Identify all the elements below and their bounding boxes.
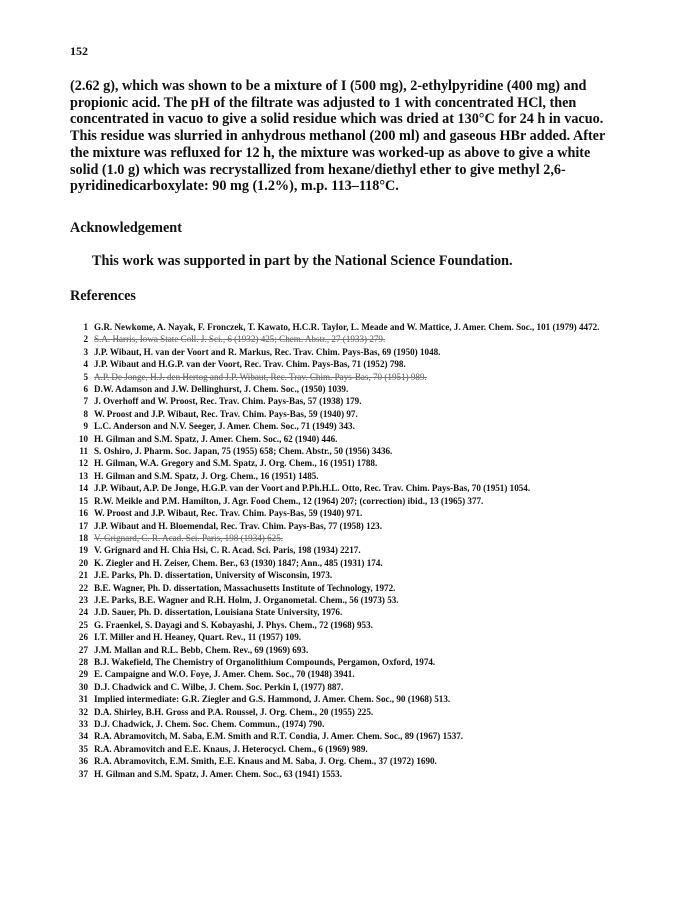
reference-text: D.W. Adamson and J.W. Dellinghurst, J. Chem. Soc., (1950) 1039. bbox=[94, 384, 349, 395]
reference-item bbox=[70, 569, 618, 581]
reference-number: 15 bbox=[78, 495, 88, 506]
reference-number: 26 bbox=[78, 632, 88, 643]
reference-text: B.J. Wakefield, The Chemistry of Organolithium Compounds, Pergamon, Oxford, 1974. bbox=[94, 656, 436, 667]
reference-number: 2 bbox=[83, 334, 88, 345]
reference-text: R.A. Abramovitch and E.E. Knaus, J. Heterocycl. Chem., 6 (1969) 989. bbox=[94, 743, 368, 754]
reference-item bbox=[70, 619, 618, 631]
reference-item bbox=[70, 445, 618, 457]
reference-item bbox=[70, 482, 618, 494]
reference-text: J. Overhoff and W. Proost, Rec. Trav. Chim. Pays-Bas, 57 (1938) 179. bbox=[94, 396, 362, 407]
reference-text: G.R. Newkome, A. Nayak, F. Fronczek, T. Kawato, H.C.R. Taylor, L. Meade and W. Mattice, J. Amer. Chem. Soc., 101 (1979) 4472. bbox=[94, 322, 600, 332]
reference-number: 31 bbox=[78, 694, 88, 705]
reference-text: R.A. Abramovitch, M. Saba, E.M. Smith and R.T. Condia, J. Amer. Chem. Soc., 89 (1967) 1537. bbox=[94, 731, 464, 742]
body-paragraph-text: (2.62 g), which was shown to be a mixture of I (500 mg), 2-ethylpyridine (400 mg) and propionic acid. The pH of the filtrate was adjusted to 1 with concentrated HCl, then concentrated in vacuo to give a solid residue which was dried at 130°C for 24 h in vacuo. This residue was slurried in anhydrous methanol (200 ml) and gaseous HBr added. After the mixture was refluxed for 12 h, the mixture was worked-up as above to give a white solid (1.0 g) which was recrystallized from hexane/diethyl ether to give methyl 2,6-pyridinedicarboxylate: 90 mg (1.2%), m.p. 113–118°C. bbox=[70, 78, 606, 195]
reference-text: D.J. Chadwick and C. Wilbe, J. Chem. Soc. Perkin I, (1977) 887. bbox=[94, 681, 344, 692]
reference-number: 10 bbox=[78, 433, 88, 444]
reference-number: 32 bbox=[78, 706, 88, 717]
references-list bbox=[70, 321, 618, 780]
reference-text: J.M. Mallan and R.L. Bebb, Chem. Rev., 69 (1969) 693. bbox=[94, 644, 309, 655]
reference-number: 25 bbox=[78, 619, 88, 630]
acknowledgement-heading: Acknowledgement bbox=[70, 220, 182, 236]
reference-number: 18 bbox=[78, 532, 88, 543]
reference-item bbox=[70, 408, 618, 420]
reference-text: R.W. Meikle and P.M. Hamilton, J. Agr. Food Chem., 12 (1964) 207; (correction) ibid., 13 (1965) 377. bbox=[94, 495, 484, 506]
reference-number: 27 bbox=[78, 644, 88, 655]
reference-number: 11 bbox=[79, 446, 88, 457]
reference-text: J.P. Wibaut, A.P. De Jonge, H.G.P. van der Voort and P.Ph.H.L. Otto, Rec. Trav. Chim. Pays-Bas, 70 (1951) 1054. bbox=[94, 483, 531, 494]
reference-text: A.P. De Jonge, H.J. den Hertog and J.P. Wibaut, Rec. Trav. Chim. Pays-Bas, 70 (1951) 989. bbox=[94, 371, 427, 382]
reference-item bbox=[70, 520, 618, 532]
reference-text: D.J. Chadwick, J. Chem. Soc. Chem. Commun., (1974) 790. bbox=[94, 719, 325, 729]
reference-item bbox=[70, 532, 618, 544]
reference-item bbox=[70, 346, 618, 358]
reference-item bbox=[70, 457, 618, 469]
reference-text: J.E. Parks, B.E. Wagner and R.H. Holm, J. Organometal. Chem., 56 (1973) 53. bbox=[94, 594, 399, 605]
reference-number: 8 bbox=[83, 408, 88, 419]
reference-number: 3 bbox=[83, 346, 88, 357]
reference-number: 12 bbox=[78, 458, 88, 469]
reference-number: 4 bbox=[83, 359, 88, 370]
reference-number: 23 bbox=[78, 594, 88, 605]
reference-text: V. Grignard, C. R. Acad. Sci. Paris, 198 (1934) 625. bbox=[94, 532, 284, 543]
reference-number: 21 bbox=[78, 570, 88, 581]
reference-item bbox=[70, 544, 618, 556]
reference-text: I.T. Miller and H. Heaney, Quart. Rev., 11 (1957) 109. bbox=[94, 632, 302, 643]
reference-item bbox=[70, 631, 618, 643]
reference-item bbox=[70, 644, 618, 656]
reference-item bbox=[70, 470, 618, 482]
reference-item bbox=[70, 706, 618, 718]
reference-item bbox=[70, 495, 618, 507]
reference-text: D.A. Shirley, B.H. Gross and P.A. Roussel, J. Org. Chem., 20 (1955) 225. bbox=[94, 706, 374, 717]
reference-item bbox=[70, 507, 618, 519]
reference-text: H. Gilman and S.M. Spatz, J. Amer. Chem. Soc., 63 (1941) 1553. bbox=[94, 768, 342, 779]
reference-text: W. Proost and J.P. Wibaut, Rec. Trav. Chim. Pays-Bas, 59 (1940) 97. bbox=[94, 408, 358, 419]
reference-item bbox=[70, 395, 618, 407]
reference-item bbox=[70, 383, 618, 395]
reference-number: 14 bbox=[78, 483, 88, 494]
reference-number: 13 bbox=[78, 470, 88, 481]
reference-text: J.P. Wibaut, H. van der Voort and R. Markus, Rec. Trav. Chim. Pays-Bas, 69 (1950) 1048. bbox=[94, 346, 441, 357]
reference-text: K. Ziegler and H. Zeiser, Chem. Ber., 63 (1930) 1847; Ann., 485 (1931) 174. bbox=[94, 557, 383, 568]
reference-item bbox=[70, 768, 618, 780]
reference-text: G. Fraenkel, S. Dayagi and S. Kobayashi, J. Phys. Chem., 72 (1968) 953. bbox=[94, 619, 373, 630]
reference-item bbox=[70, 358, 618, 370]
reference-text: B.E. Wagner, Ph. D. dissertation, Massachusetts Institute of Technology, 1972. bbox=[94, 582, 396, 593]
reference-number: 20 bbox=[78, 557, 88, 568]
reference-text: S. Oshiro, J. Pharm. Soc. Japan, 75 (1955) 658; Chem. Abstr., 50 (1956) 3436. bbox=[94, 446, 393, 457]
reference-text: J.D. Sauer, Ph. D. dissertation, Louisiana State University, 1976. bbox=[94, 607, 343, 618]
reference-item bbox=[70, 594, 618, 606]
reference-text: J.E. Parks, Ph. D. dissertation, University of Wisconsin, 1973. bbox=[94, 570, 333, 581]
reference-text: H. Gilman and S.M. Spatz, J. Amer. Chem. Soc., 62 (1940) 446. bbox=[94, 433, 338, 444]
reference-item bbox=[70, 420, 618, 432]
reference-number: 28 bbox=[78, 656, 88, 667]
reference-item bbox=[70, 668, 618, 680]
reference-text: E. Campaigne and W.O. Foye, J. Amer. Chem. Soc., 70 (1948) 3941. bbox=[94, 669, 355, 680]
reference-number: 16 bbox=[78, 508, 88, 519]
reference-number: 19 bbox=[78, 545, 88, 556]
reference-item bbox=[70, 693, 618, 705]
reference-number: 22 bbox=[78, 582, 88, 593]
reference-number: 30 bbox=[78, 681, 88, 692]
reference-number: 9 bbox=[83, 421, 88, 432]
page-number: 152 bbox=[70, 44, 88, 58]
reference-number: 33 bbox=[78, 719, 88, 729]
reference-item bbox=[70, 582, 618, 594]
reference-item bbox=[70, 557, 618, 569]
reference-number: 34 bbox=[78, 731, 88, 742]
reference-number: 35 bbox=[78, 743, 88, 754]
reference-text: Implied intermediate: G.R. Ziegler and G.S. Hammond, J. Amer. Chem. Soc., 90 (1968) 513. bbox=[94, 694, 451, 705]
reference-text: H. Gilman, W.A. Gregory and S.M. Spatz, J. Org. Chem., 16 (1951) 1788. bbox=[94, 458, 378, 469]
reference-number: 24 bbox=[78, 607, 88, 618]
reference-text: R.A. Abramovitch, E.M. Smith, E.E. Knaus and M. Saba, J. Org. Chem., 37 (1972) 1690. bbox=[94, 756, 437, 767]
reference-item bbox=[70, 371, 618, 383]
reference-number: 36 bbox=[78, 756, 88, 767]
reference-number: 37 bbox=[78, 768, 88, 779]
reference-text: H. Gilman and S.M. Spatz, J. Org. Chem., 16 (1951) 1485. bbox=[94, 470, 319, 481]
reference-item bbox=[70, 656, 618, 668]
reference-item bbox=[70, 606, 618, 618]
reference-item bbox=[70, 681, 618, 693]
reference-text: L.C. Anderson and N.V. Seeger, J. Amer. Chem. Soc., 71 (1949) 343. bbox=[94, 421, 355, 432]
reference-number: 29 bbox=[78, 669, 88, 680]
reference-item bbox=[70, 730, 618, 742]
body-paragraph bbox=[70, 78, 618, 195]
reference-text: S.A. Harris, Iowa State Coll. J. Sci., 6 (1932) 425; Chem. Abstr., 27 (1933) 279. bbox=[94, 334, 386, 345]
reference-number: 17 bbox=[78, 520, 88, 531]
references-heading: References bbox=[70, 288, 136, 304]
acknowledgement-text: This work was supported in part by the National Science Foundation. bbox=[92, 253, 513, 269]
reference-text: V. Grignard and H. Chia Hsi, C. R. Acad. Sci. Paris, 198 (1934) 2217. bbox=[94, 545, 361, 556]
reference-item bbox=[70, 755, 618, 767]
reference-number: 6 bbox=[83, 384, 88, 395]
reference-item bbox=[70, 333, 618, 345]
reference-item bbox=[70, 433, 618, 445]
reference-text: W. Proost and J.P. Wibaut, Rec. Trav. Chim. Pays-Bas, 59 (1940) 971. bbox=[94, 508, 363, 519]
reference-number: 5 bbox=[83, 371, 88, 382]
reference-text: J.P. Wibaut and H. Bloemendal, Rec. Trav. Chim. Pays-Bas, 77 (1958) 123. bbox=[94, 520, 382, 531]
reference-text: J.P. Wibaut and H.G.P. van der Voort, Rec. Trav. Chim. Pays-Bas, 71 (1952) 798. bbox=[94, 359, 406, 370]
reference-item bbox=[70, 743, 618, 755]
reference-item bbox=[70, 321, 618, 333]
reference-item bbox=[70, 718, 618, 730]
reference-number: 7 bbox=[83, 396, 88, 407]
reference-number: 1 bbox=[83, 322, 88, 332]
